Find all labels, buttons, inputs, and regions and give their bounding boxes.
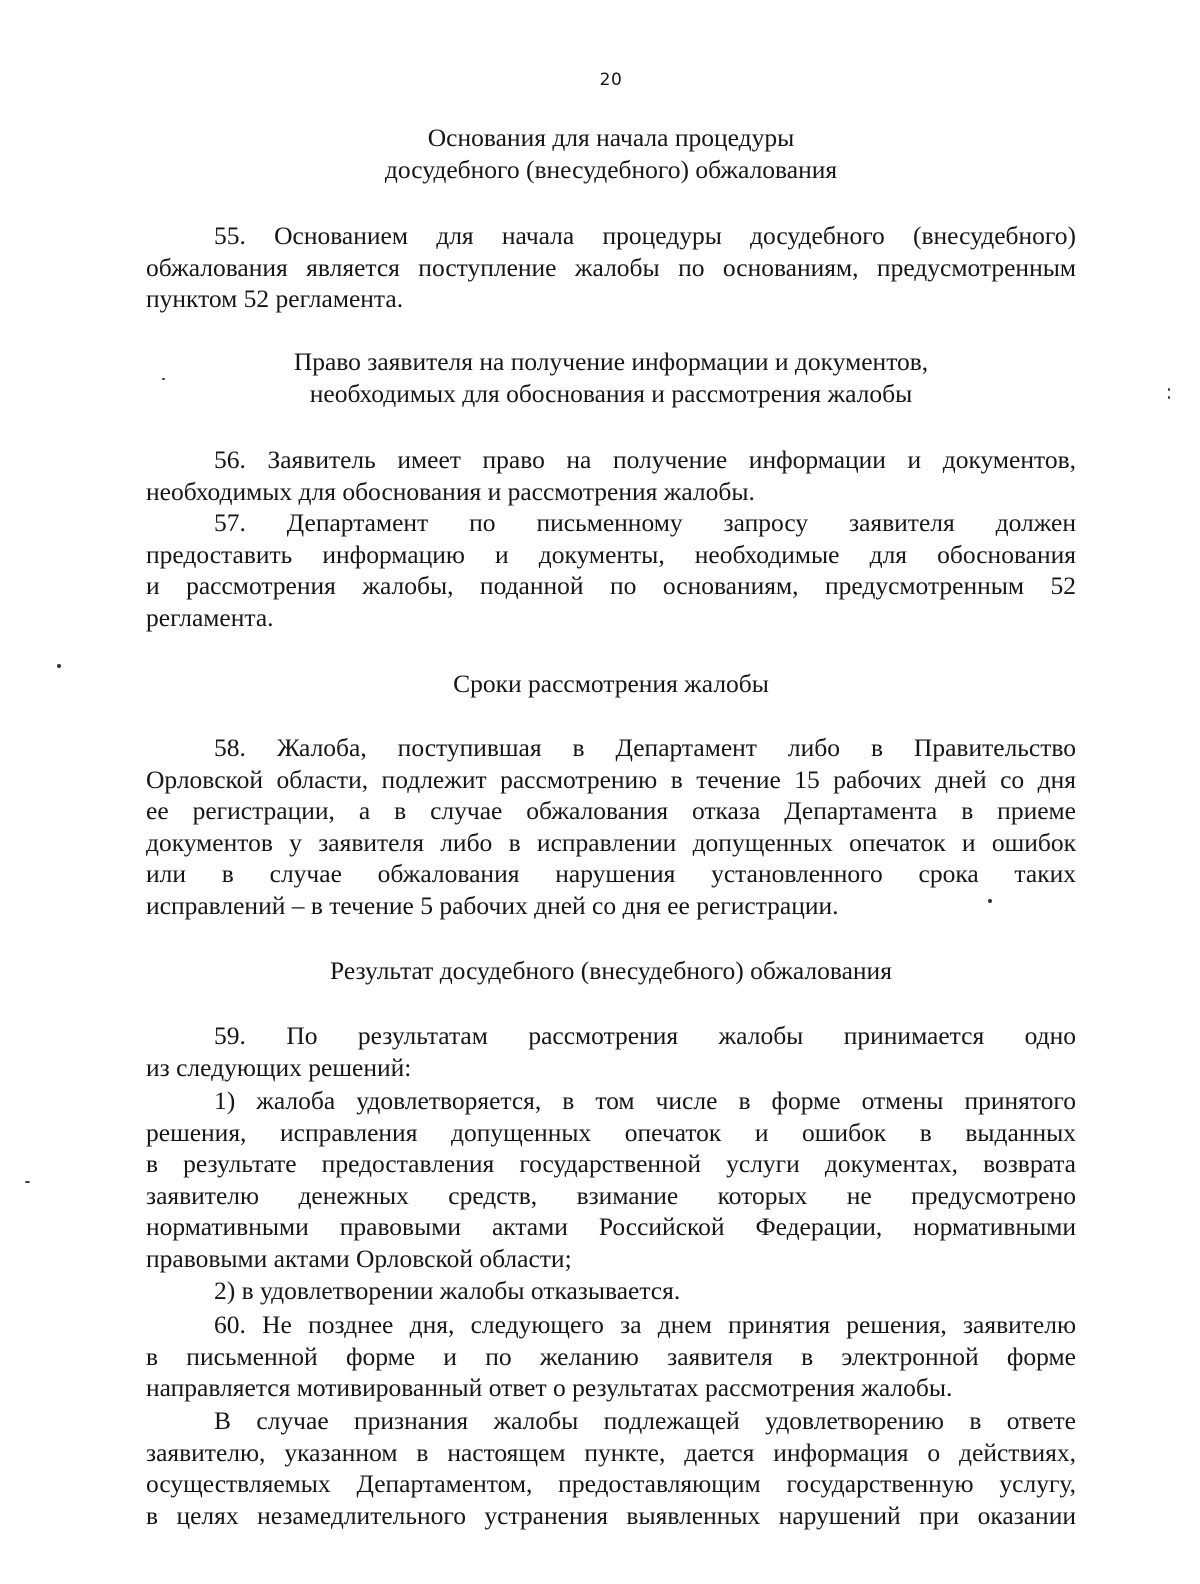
paragraph-continuation xyxy=(146,1405,1076,1531)
text-line: заявителю денежных средств, взимание которых не предусмотрено xyxy=(146,1180,1076,1210)
list-item-1 xyxy=(146,1085,1076,1274)
paragraph-56 xyxy=(146,444,1076,507)
text-line: 1) жалоба удовлетворяется, в том числе в форме отмены принятого xyxy=(214,1086,1076,1115)
paragraph-58 xyxy=(146,732,1076,921)
text-line: обжалования является поступление жалобы по основаниям, предусмотренным xyxy=(146,252,1076,282)
text-line: в результате предоставления государственной услуги документах, возврата xyxy=(146,1149,1076,1178)
text-line: Орловской области, подлежит рассмотрению в течение 15 рабочих дней со дня xyxy=(146,764,1076,794)
text-line: 2) в удовлетворении жалобы отказывается. xyxy=(214,1276,681,1305)
text-line: ее регистрации, а в случае обжалования отказа Департамента в приеме xyxy=(146,796,1076,825)
section-heading xyxy=(146,122,1076,186)
heading-line: Право заявителя на получение информации и документов, xyxy=(293,347,929,376)
scan-speck xyxy=(25,1181,30,1183)
section-heading xyxy=(146,668,1076,700)
text-line: исправлений – в течение 5 рабочих дней со дня ее регистрации. xyxy=(146,890,839,920)
text-line: необходимых для обоснования и рассмотрения жалобы. xyxy=(146,476,755,506)
paragraph-55 xyxy=(146,220,1076,315)
section-heading xyxy=(146,955,1076,987)
text-line: 55. Основанием для начала процедуры досудебного (внесудебного) xyxy=(214,221,1076,250)
page-number: 20 xyxy=(599,70,623,90)
heading-line: досудебного (внесудебного) обжалования xyxy=(384,155,838,184)
text-line: в целях незамедлительного устранения выявленных нарушений при оказании xyxy=(146,1500,1076,1530)
text-line: осуществляемых Департаментом, предоставляющим государственную услугу, xyxy=(146,1469,1076,1498)
text-line: В случае признания жалобы подлежащей удовлетворению в ответе xyxy=(214,1406,1076,1435)
text-line: регламента. xyxy=(146,602,274,632)
text-line: и рассмотрения жалобы, поданной по основаниям, предусмотренным 52 xyxy=(146,571,1076,600)
text-line: направляется мотивированный ответ о результатах рассмотрения жалобы. xyxy=(146,1373,953,1402)
text-line: пунктом 52 регламента. xyxy=(146,284,404,313)
text-line: 57. Департамент по письменному запросу заявителя должен xyxy=(214,508,1076,537)
text-line: документов у заявителя либо в исправлении допущенных опечаток и ошибок xyxy=(146,827,1076,857)
text-line: решения, исправления допущенных опечаток и ошибок в выданных xyxy=(146,1117,1076,1147)
paragraph-59 xyxy=(146,1020,1076,1083)
text-line: правовыми актами Орловской области; xyxy=(146,1243,572,1273)
text-line: или в случае обжалования нарушения установленного срока таких xyxy=(146,859,1076,888)
list-item-2 xyxy=(146,1275,1076,1307)
scan-speck xyxy=(1168,396,1170,399)
paragraph-60 xyxy=(146,1309,1076,1404)
scan-speck xyxy=(1168,388,1170,391)
text-line: предоставить информацию и документы, необходимые для обоснования xyxy=(146,539,1076,569)
text-line: заявителю, указанном в настоящем пункте, дается информация о действиях, xyxy=(146,1437,1076,1467)
text-line: 58. Жалоба, поступившая в Департамент либо в Правительство xyxy=(214,733,1076,762)
text-line: в письменной форме и по желанию заявителя в электронной форме xyxy=(146,1341,1076,1371)
heading-line: Результат досудебного (внесудебного) обжалования xyxy=(330,956,892,985)
text-line: 56. Заявитель имеет право на получение информации и документов, xyxy=(214,445,1076,474)
paragraph-57 xyxy=(146,507,1076,633)
scan-speck xyxy=(988,899,992,903)
scan-speck xyxy=(162,378,165,380)
heading-line: Сроки рассмотрения жалобы xyxy=(453,669,769,698)
text-line: нормативными правовыми актами Российской Федерации, нормативными xyxy=(146,1212,1076,1241)
scan-speck xyxy=(57,664,61,668)
heading-line: необходимых для обоснования и рассмотрения жалобы xyxy=(309,379,913,408)
text-line: из следующих решений: xyxy=(146,1052,412,1082)
heading-line: Основания для начала процедуры xyxy=(427,123,795,152)
text-line: 60. Не позднее дня, следующего за днем принятия решения, заявителю xyxy=(214,1310,1076,1339)
section-heading xyxy=(146,346,1076,410)
text-line: 59. По результатам рассмотрения жалобы принимается одно xyxy=(214,1021,1076,1050)
